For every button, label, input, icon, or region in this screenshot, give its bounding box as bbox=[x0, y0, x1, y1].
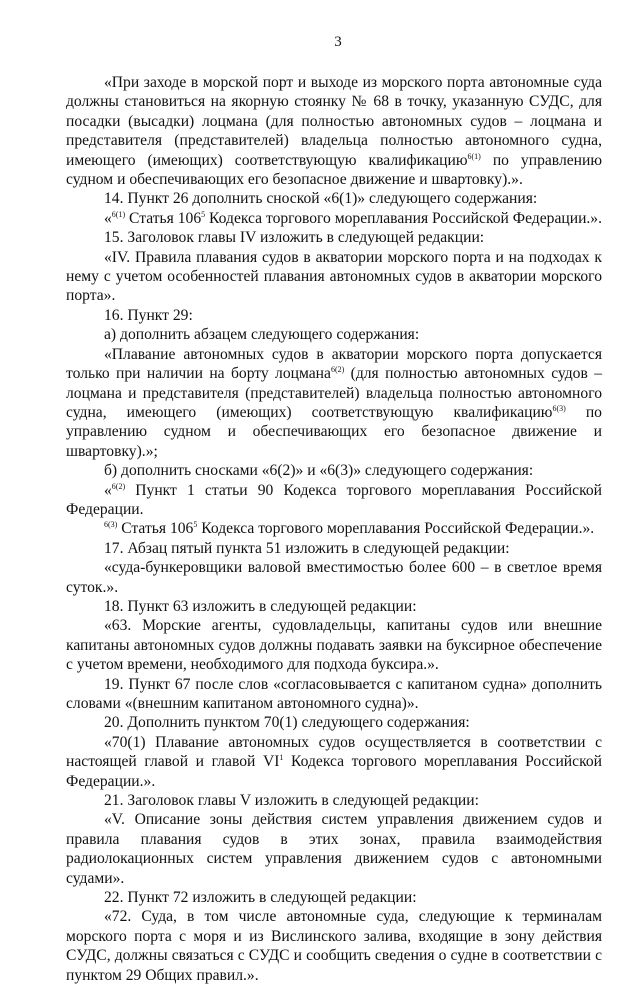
paragraph bbox=[66, 306, 602, 325]
paragraph bbox=[66, 597, 602, 616]
paragraph bbox=[66, 675, 602, 714]
paragraph-text: « bbox=[104, 481, 112, 499]
paragraph bbox=[66, 73, 602, 189]
paragraph-text: по управлению судном и обеспечивающих его безопасное движение и швартовку).». bbox=[66, 151, 602, 189]
paragraph bbox=[66, 616, 602, 674]
paragraph-text: «При заходе в морской порт и выходе из морского порта автономные суда должны становиться на якорную стоянку № 68 в точку, указанную СУДС, для посадки (высадки) лоцмана (для полностью автономных судов – лоцмана и представителя (представителей) владельца полностью автономного судна, имеющего (имеющих) соответствующую квалификацию bbox=[66, 74, 602, 169]
footnote-mark: 6(3) bbox=[104, 520, 118, 530]
paragraph bbox=[66, 481, 602, 520]
paragraph-text: 14. Пункт 26 дополнить сноской «6(1)» следующего содержания: bbox=[104, 190, 538, 208]
paragraph-text: «суда-бункеровщики валовой вместимостью более 600 – в светлое время суток.». bbox=[66, 559, 602, 596]
paragraph-text: «72. Суда, в том числе автономные суда, следующие к терминалам морского порта с моря и из Вислинского залива, входящие в зону действия СУДС, должны связаться с СУДС и сообщить сведения о судне в соответствии с пунктом 29 Общих правил.». bbox=[66, 908, 602, 984]
paragraph-text: по управлению судном и обеспечивающих его безопасное движение и швартовку).»; bbox=[66, 403, 602, 460]
paragraph-text: 18. Пункт 63 изложить в следующей редакции: bbox=[104, 597, 417, 615]
paragraph bbox=[66, 228, 602, 247]
paragraph-text: «IV. Правила плавания судов в акватории морского порта и на подходах к нему с учетом особенностей плавания автономных судов в акватории морского порта». bbox=[66, 248, 602, 305]
paragraph-text: Кодекса торгового мореплавания Российской Федерации.». bbox=[66, 753, 602, 790]
paragraph bbox=[66, 248, 602, 306]
paragraph bbox=[66, 539, 602, 558]
paragraph bbox=[66, 461, 602, 480]
footnote-mark: 1 bbox=[279, 753, 284, 763]
paragraph-text: 16. Пункт 29: bbox=[104, 306, 193, 324]
footnote-mark: 6(1) bbox=[111, 209, 126, 219]
paragraph-text: «Плавание автономных судов в акватории морского порта допускается только при наличии на борту лоцмана bbox=[66, 345, 602, 383]
footnote-mark: 5 bbox=[201, 209, 206, 219]
paragraph-text: « bbox=[104, 209, 112, 227]
paragraph-text: Кодекса торгового мореплавания Российской Федерации.». bbox=[197, 520, 595, 538]
paragraph bbox=[66, 558, 602, 597]
paragraph bbox=[66, 189, 602, 208]
paragraph-text: 19. Пункт 67 после слов «согласовывается с капитаном судна» дополнить словами «(внешним капитаном автономного судна)». bbox=[66, 675, 602, 712]
paragraph bbox=[66, 713, 602, 732]
paragraph bbox=[66, 209, 602, 228]
paragraph-text: 15. Заголовок главы IV изложить в следующей редакции: bbox=[104, 229, 485, 247]
paragraph bbox=[66, 519, 602, 538]
paragraph bbox=[66, 791, 602, 810]
footnote-mark: 6(2) bbox=[111, 481, 126, 491]
paragraph bbox=[66, 907, 602, 985]
paragraph-text: 20. Дополнить пунктом 70(1) следующего содержания: bbox=[104, 714, 470, 732]
paragraph bbox=[66, 810, 602, 888]
paragraph-text: Кодекса торгового мореплавания Российской Федерации.». bbox=[205, 209, 603, 227]
footnote-mark: 6(1) bbox=[467, 151, 481, 161]
document-body bbox=[66, 73, 602, 985]
footnote-mark: 5 bbox=[193, 520, 198, 530]
paragraph bbox=[66, 888, 602, 907]
paragraph-text: 17. Абзац пятый пункта 51 изложить в следующей редакции: bbox=[104, 539, 510, 557]
footnote-mark: 6(2) bbox=[330, 365, 345, 375]
paragraph-text: Пункт 1 статьи 90 Кодекса торгового мореплавания Российской Федерации. bbox=[66, 481, 602, 518]
paragraph-text: «63. Морские агенты, судовладельцы, капитаны судов или внешние капитаны автономных судов должны подавать заявки на буксирное обеспечение с учетом времени, необходимого для подхода буксира.». bbox=[66, 617, 602, 674]
paragraph-text: 22. Пункт 72 изложить в следующей редакции: bbox=[104, 889, 417, 907]
paragraph bbox=[66, 733, 602, 791]
paragraph-text: Статья 106 bbox=[117, 520, 194, 538]
paragraph-text: «70(1) Плавание автономных судов осуществляется в соответствии с настоящей главой и главой VI bbox=[66, 733, 602, 771]
footnote-mark: 6(3) bbox=[552, 403, 566, 413]
page-number: 3 bbox=[334, 34, 342, 50]
paragraph-text: «V. Описание зоны действия систем управления движением судов и правила плавания судов в этих зонах, правила взаимодействия радиолокационных систем управления движением судов с автономными судами». bbox=[66, 811, 602, 887]
paragraph-text: Статья 106 bbox=[125, 209, 202, 227]
paragraph-text: б) дополнить сносками «6(2)» и «6(3)» следующего содержания: bbox=[104, 462, 534, 480]
paragraph-text: 21. Заголовок главы V изложить в следующей редакции: bbox=[104, 792, 479, 810]
paragraph-text: (для полностью автономных судов – лоцмана и представителя (представителей) владельца полностью автономного судна, имеющего (имеющих) соответствующую квалификацию bbox=[66, 365, 602, 421]
paragraph bbox=[66, 345, 602, 461]
paragraph bbox=[66, 325, 602, 344]
paragraph-text: а) дополнить абзацем следующего содержания: bbox=[104, 326, 420, 344]
